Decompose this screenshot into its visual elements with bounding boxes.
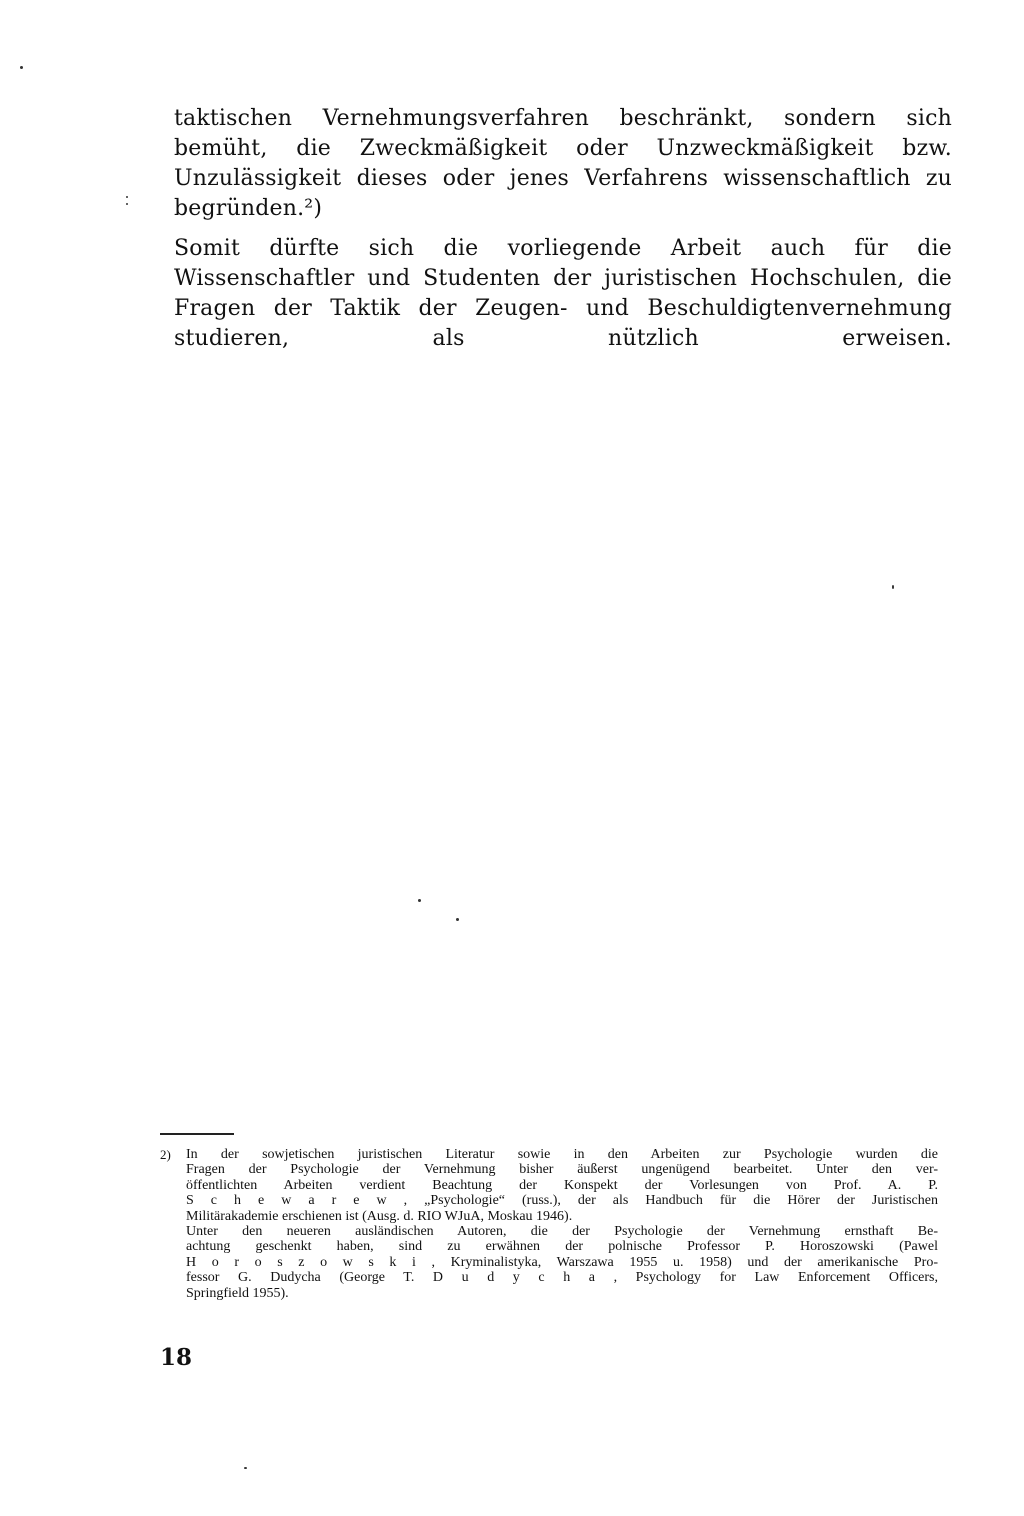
scan-speck [418,899,421,902]
footnote-marker: 2) [160,1147,171,1162]
footnote-line: Militärakademie erschienen ist (Ausg. d. RIO WJuA, Moskau 1946). [186,1208,573,1224]
paragraph-2: Somit dürfte sich die vorliegende Arbeit auch für die Wissenschaftler und Studenten der juristischen Hochschulen, die Fragen der Taktik der Zeugen- und Beschuldigtenvernehmung studieren, als nützlich erweisen. [174,236,952,351]
footnote-line: öffentlichten Arbeiten verdient Beachtung der Konspekt der Vorlesungen von Prof. A. P. [186,1177,938,1193]
main-text [174,104,952,354]
footnote-line: fessor G. Dudycha (George T. D u d y c h a , Psychology for Law Enforcement Officers, [186,1270,938,1286]
page-number: 18 [160,1344,193,1371]
footnote-line: Springfield 1955). [186,1285,289,1301]
scan-speck [892,585,894,589]
footnote-divider [160,1133,234,1135]
footnote-line: Fragen der Psychologie der Vernehmung bisher äußerst ungenügend bearbeitet. Unter den ver- [186,1162,938,1178]
footnote-line: S c h e w a r e w , „Psychologie“ (russ.), der als Handbuch für die Hörer der Juristischen [186,1193,938,1209]
scan-speck [126,203,128,205]
footnote-text [186,1147,938,1301]
scan-speck [20,66,23,69]
footnote-line: achtung geschenkt haben, sind zu erwähnen der polnische Professor P. Horoszowski (Pawel [186,1239,938,1255]
paragraph-1: taktischen Vernehmungsverfahren beschränkt, sondern sich bemüht, die Zweckmäßigkeit oder Unzweckmäßigkeit bzw. Unzulässigkeit dieses oder jenes Verfahrens wissenschaftlich zu begründen.²) [174,106,952,221]
scan-speck [126,196,128,198]
footnote-line: In der sowjetischen juristischen Literatur sowie in den Arbeiten zur Psychologie wurden die [186,1147,938,1162]
scan-speck [244,1467,247,1469]
scan-speck [456,918,459,921]
footnote-line: Unter den neueren ausländischen Autoren, die der Psychologie der Vernehmung ernsthaft Be- [186,1223,938,1239]
footnote-line: H o r o s z o w s k i , Kryminalistyka, Warszawa 1955 u. 1958) und der amerikanische Pro- [186,1254,938,1270]
